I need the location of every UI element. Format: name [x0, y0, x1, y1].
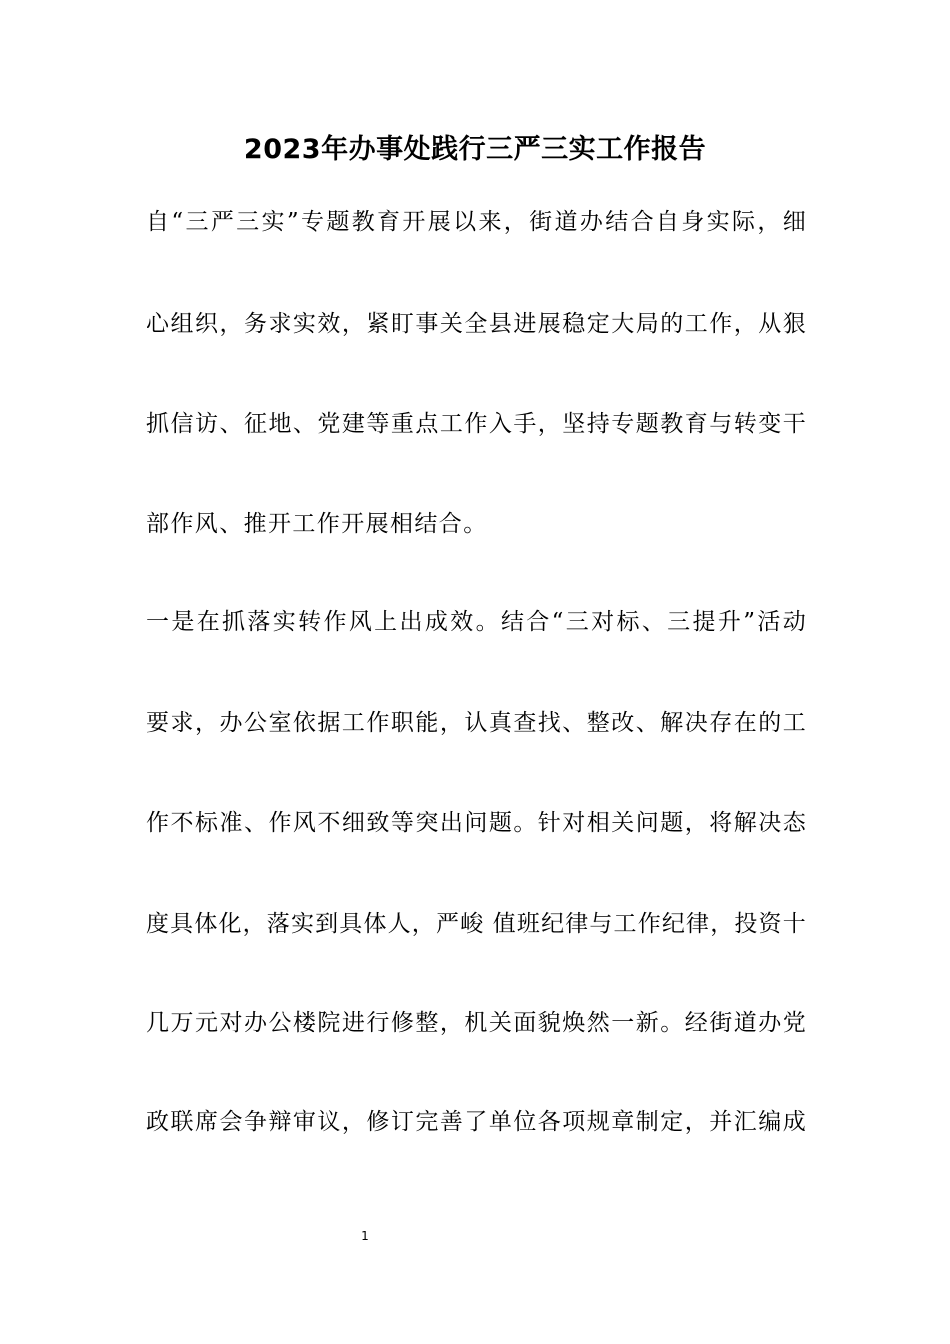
paragraph-2-line-5: 几万元对办公楼院进行修整，机关面貌焕然一新。经街道办党	[146, 1010, 806, 1036]
paragraph-2-line-3: 作不标准、作风不细致等突出问题。针对相关问题，将解决态	[146, 810, 806, 836]
document-title: 2023年办事处践行三严三实工作报告	[243, 134, 707, 165]
paragraph-2-line-2: 要求，办公室依据工作职能，认真查找、整改、解决存在的工	[146, 710, 806, 736]
page-number: 1	[361, 1229, 369, 1243]
paragraph-1-line-2: 心组织，务求实效，紧盯事关全县进展稳定大局的工作，从狠	[146, 311, 806, 337]
paragraph-2-line-4: 度具体化，落实到具体人，严峻 值班纪律与工作纪律，投资十	[146, 911, 806, 937]
paragraph-1-line-4: 部作风、推开工作开展相结合。	[146, 511, 488, 537]
paragraph-2-line-1: 一是在抓落实转作风上出成效。结合“三对标、三提升”活动	[146, 609, 806, 635]
paragraph-1-line-3: 抓信访、征地、党建等重点工作入手，坚持专题教育与转变干	[146, 411, 806, 437]
paragraph-1-line-1: 自“三严三实”专题教育开展以来，街道办结合自身实际，细	[146, 209, 806, 235]
paragraph-2-line-6: 政联席会争辩审议，修订完善了单位各项规章制定，并汇编成	[146, 1109, 806, 1135]
